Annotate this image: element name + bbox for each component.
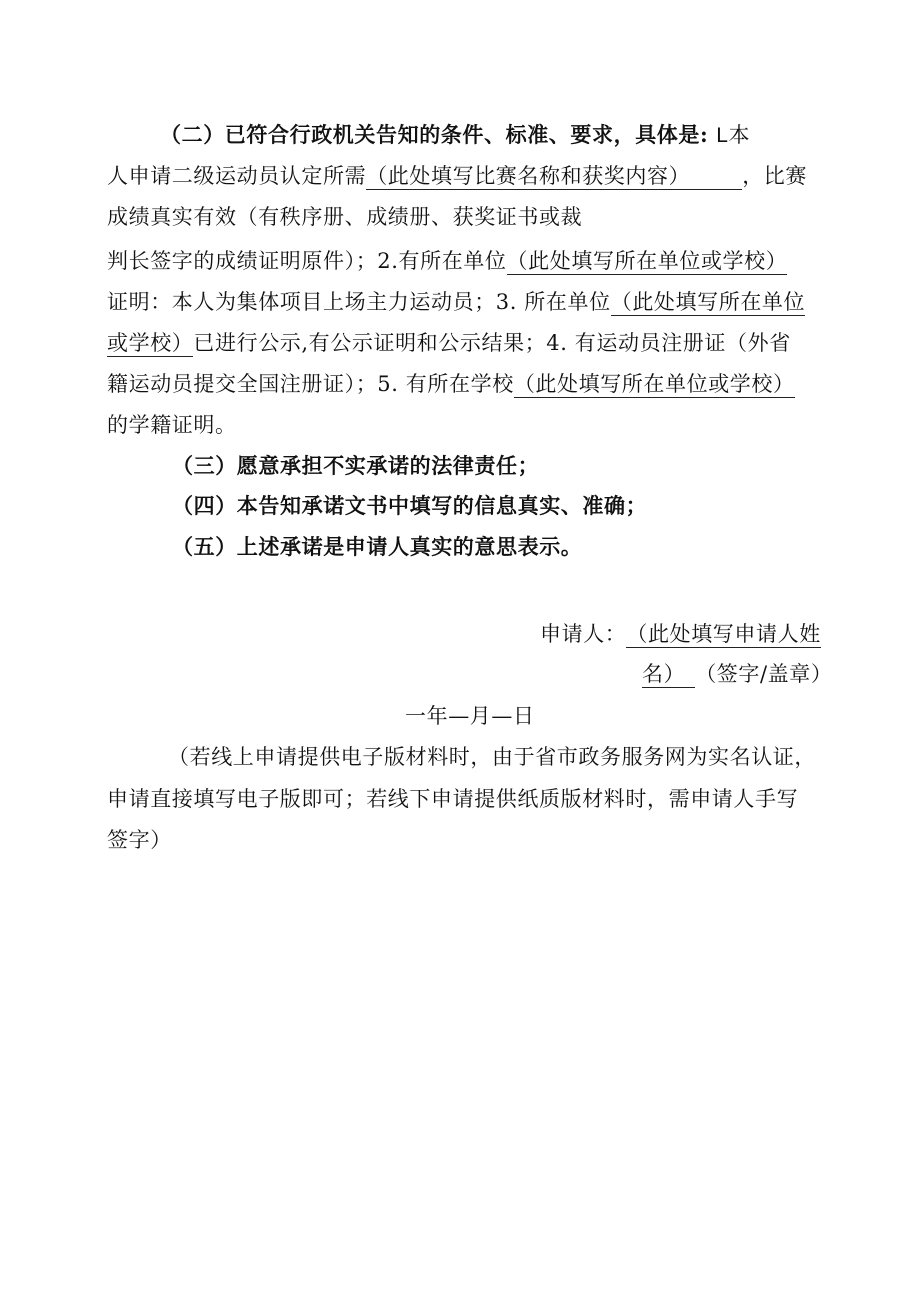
note-line-1: [168, 743, 816, 771]
competition-field[interactable]: [366, 163, 742, 190]
item1-mark: L: [716, 124, 729, 147]
note-line-3: [107, 826, 172, 854]
signature-line-2: [642, 660, 832, 688]
section4-text: （四）本告知承诺文书中填写的信息真实、准确；: [172, 493, 648, 518]
unit-field-1-text: （此处填写所在单位或学校）: [506, 249, 788, 273]
section2-line-4: [107, 247, 787, 275]
unit-field-2-text: （此处填写所在单位: [610, 290, 806, 314]
signature-line-1: [540, 620, 821, 648]
section2-line-1-end: 本: [728, 123, 751, 147]
section4: [172, 492, 647, 520]
section5-text: （五）上述承诺是申请人真实的意思表示。: [172, 534, 583, 559]
competition-field-text: （此处填写比赛名称和获奖内容）: [366, 164, 691, 188]
signature-suffix: （签字/盖章）: [695, 662, 833, 686]
note-line-2: [107, 785, 798, 813]
section2-line-8: [107, 411, 237, 439]
note-text: （若线上申请提供电子版材料时，由于省市政务服务网为实名认证，: [168, 745, 816, 769]
section3-text: （三）愿意承担不实承诺的法律责任；: [172, 453, 540, 478]
section2-line-3: [107, 203, 582, 231]
unit-field-2[interactable]: [611, 289, 805, 316]
unit-field-2-cont[interactable]: [107, 330, 193, 357]
text-segment: 的学籍证明。: [107, 413, 237, 437]
section5: [172, 533, 582, 561]
unit-field-3[interactable]: [514, 371, 795, 398]
unit-field-1[interactable]: [507, 248, 788, 275]
text-segment: ，比赛: [742, 164, 808, 188]
date-text: 一年—月—日: [405, 704, 535, 728]
note-text: 申请直接填写电子版即可；若线下申请提供纸质版材料时，需申请人手写: [107, 787, 799, 811]
applicant-name-field[interactable]: [626, 621, 820, 648]
text-segment: 判长签字的成绩证明原件）；2.有所在单位: [107, 249, 507, 273]
section2-line-2: [107, 162, 807, 190]
unit-field-2-cont-text: 或学校）: [107, 331, 194, 355]
section2-line-5: [107, 288, 805, 316]
section2-heading: （二）已符合行政机关告知的条件、标准、要求，具体是:: [160, 122, 717, 147]
text-segment: 证明：本人为集体项目上场主力运动员；3. 所在单位: [107, 290, 611, 314]
unit-field-3-text: （此处填写所在单位或学校）: [513, 372, 795, 396]
section2-line-7: [107, 370, 795, 398]
applicant-name-field-text: （此处填写申请人姓: [626, 622, 821, 646]
section2-line-6: [107, 329, 791, 357]
section2-line-1: [160, 121, 750, 150]
text-segment: 籍运动员提交全国注册证）；5. 有所在学校: [107, 372, 514, 396]
note-text: 签字）: [107, 828, 172, 852]
applicant-name-field-cont-text: 名）: [642, 662, 686, 686]
text-segment: 已进行公示,有公示证明和公示结果；4. 有运动员注册证（外省: [193, 331, 791, 355]
signature-label: 申请人：: [540, 622, 627, 646]
text-segment: 人申请二级运动员认定所需: [107, 164, 367, 188]
text-segment: 成绩真实有效（有秩序册、成绩册、获奖证书或裁: [107, 205, 583, 229]
date-line: [405, 702, 535, 730]
section3: [172, 452, 539, 480]
applicant-name-field-cont[interactable]: [642, 661, 695, 688]
